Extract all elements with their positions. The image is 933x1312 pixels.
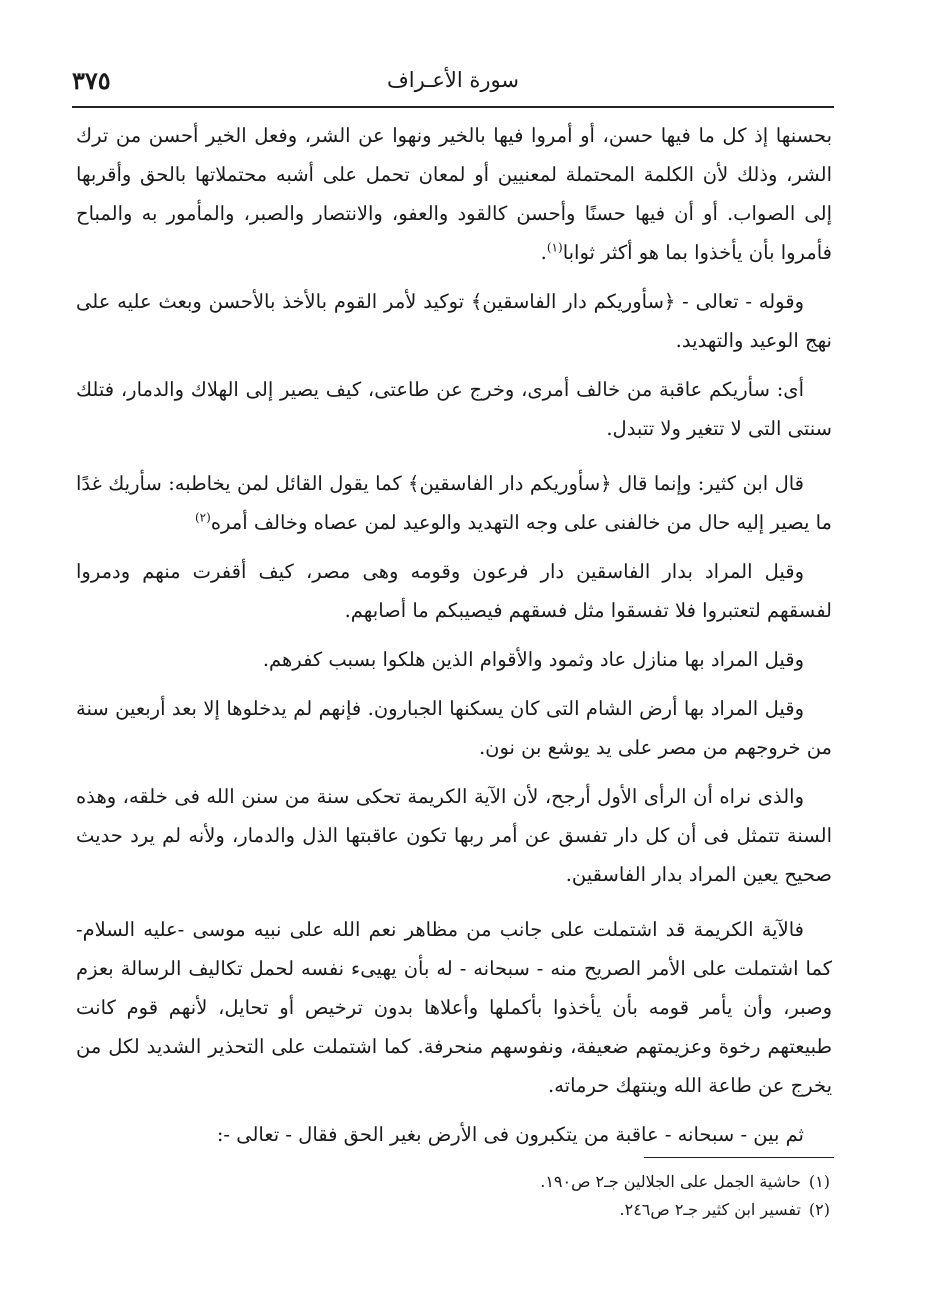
paragraph: فالآية الكريمة قد اشتملت على جانب من مظاهر نعم الله على نبيه موسى -عليه السلام- كما اشتملت على الأمر الصريح منه - سبحانه - له بأن يهيىء نفسه لحمل تكاليف الرسالة بعزم وصبر، وأن يأمر قومه بأن يأخذوا بأكملها وأعلاها بدون ترخيص أو تحايل، لأنهم قوم كانت طبيعتهم رخوة وعزيمتهم ضعيفة، ونفوسهم منحرفة. كما اشتملت على التحذير الشديد لكل من يخرج عن طاعة الله وينتهك حرماته.: [76, 918, 832, 1097]
footnote: [200, 1168, 830, 1196]
surah-title: سورة الأعـراف: [387, 68, 519, 92]
paragraph: والذى نراه أن الرأى الأول أرجح، لأن الآية الكريمة تحكى سنة من سنن الله فى خلقه، وهذه السنة تتمثل فى أن كل دار تفسق عن أمر ربها تكون عاقبتها الذل والدمار، ولأنه لم يرد حديث صحيح يعين المراد بدار الفاسقين.: [76, 785, 832, 886]
main-text: [76, 116, 832, 1164]
footnotes: [200, 1168, 830, 1224]
paragraph: وقيل المراد بها منازل عاد وثمود والأقوام الذين هلكوا بسبب كفرهم.: [262, 648, 804, 671]
footnote-divider: [644, 1157, 834, 1158]
footnote-text: حاشية الجمل على الجلالين جـ٢ ص١٩٠.: [540, 1172, 801, 1191]
footnote-marker: (١): [546, 240, 563, 255]
footnote: [200, 1196, 830, 1224]
paragraph: ثم بين - سبحانه - عاقبة من يتكبرون فى الأرض بغير الحق فقال - تعالى -:: [216, 1123, 804, 1146]
paragraph: قال ابن كثير: وإنما قال ﴿سأوريكم دار الفاسقين﴾ كما يقول القائل لمن يخاطبه: سأريك غدًا ما يصير إليه حال من خالفنى على وجه التهديد والوعيد لمن عصاه وخالف أمره$^{(٢)}$: [76, 472, 832, 534]
footnote-text: تفسير ابن كثير جـ٢ ص٢٤٦.: [619, 1200, 801, 1219]
page-header: [72, 62, 834, 102]
paragraph: وقيل المراد بدار الفاسقين دار فرعون وقومه وهى مصر، كيف أقفرت منهم ودمروا لفسقهم لتعتبروا فلا تفسقوا مثل فسقهم فيصيبكم ما أصابهم.: [76, 560, 832, 622]
paragraph: بحسنها إذ كل ما فيها حسن، أو أمروا فيها بالخير ونهوا عن الشر، وفعل الخير أحسن من ترك الشر، وذلك لأن الكلمة المحتملة لمعنيين أو لمعان تحمل على أشبه محتملاتها بالحق وأقربها إلى الصواب. أو أن فيها حسنًا وأحسن كالقود والعفو، والانتصار والصبر، والمأمور به والمباح فأمروا بأن يأخذوا بما هو أكثر ثوابا$^{(١)}$.: [76, 124, 832, 264]
footnote-marker: (٢): [194, 510, 211, 525]
footnote-number: (٢): [808, 1200, 830, 1219]
page-number: ٣٧٥: [72, 66, 111, 95]
footnote-number: (١): [808, 1172, 830, 1191]
paragraph: أى: سأريكم عاقبة من خالف أمرى، وخرج عن طاعتى، كيف يصير إلى الهلاك والدمار، فتلك سنتى التى لا تتغير ولا تتبدل.: [76, 378, 832, 440]
header-divider: [72, 106, 834, 108]
paragraph: وقيل المراد بها أرض الشام التى كان يسكنها الجبارون. فإنهم لم يدخلوها إلا بعد أربعين سنة من خروجهم من مصر على يد يوشع بن نون.: [76, 697, 832, 759]
paragraph: وقوله - تعالى - ﴿سأوريكم دار الفاسقين﴾ توكيد لأمر القوم بالأخذ بالأحسن وبعث عليه على نهج الوعيد والتهديد.: [76, 290, 832, 352]
